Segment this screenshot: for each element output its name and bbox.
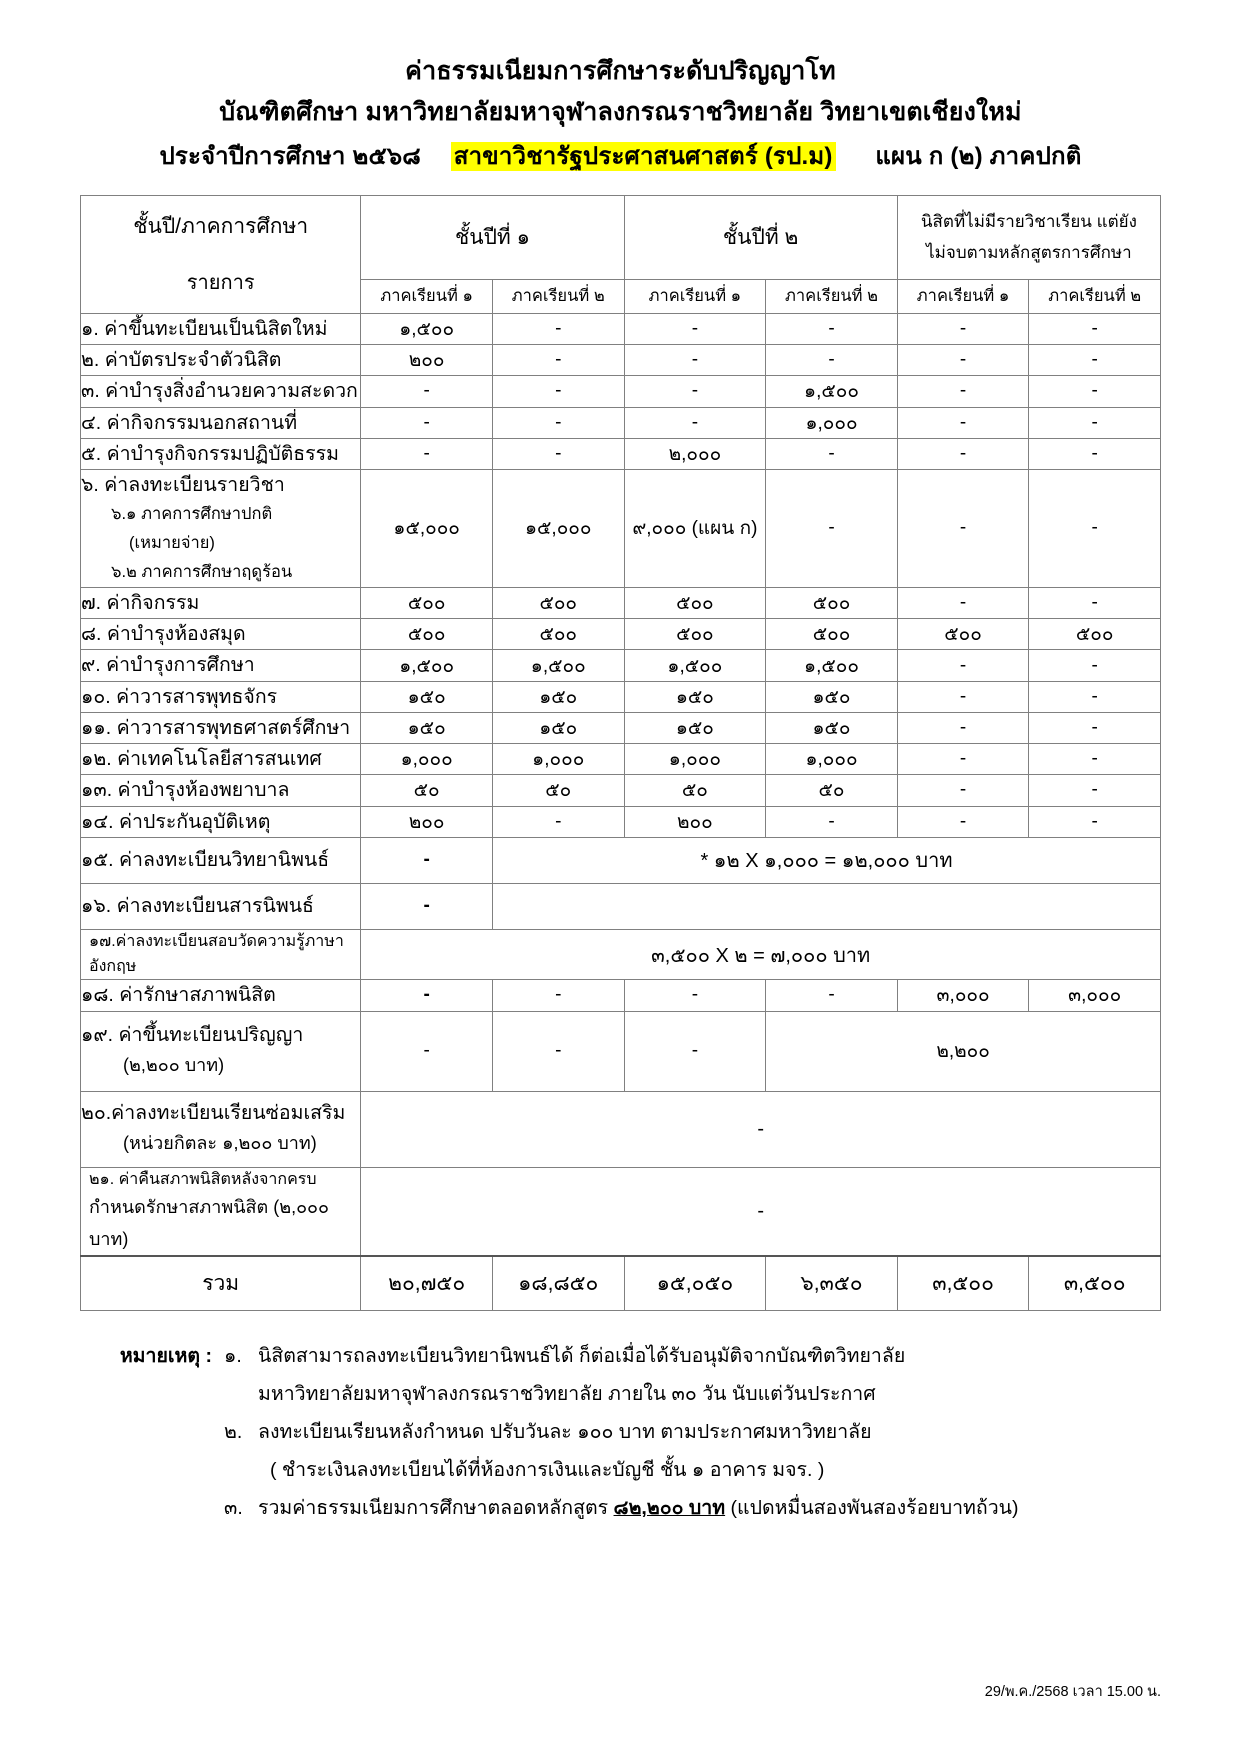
total-value: ๑๘,๘๕๐ bbox=[492, 1256, 624, 1311]
fee-value: - bbox=[361, 980, 493, 1011]
fee-item-label: ๘. ค่าบำรุงห้องสมุด bbox=[81, 619, 361, 650]
fee-item-label: ๑๑. ค่าวารสารพุทธศาสตร์ศึกษา bbox=[81, 712, 361, 743]
header-semester-6: ภาคเรียนที่ ๒ bbox=[1029, 279, 1161, 313]
document-title-block bbox=[80, 52, 1161, 179]
header-item-line2: รายการ bbox=[186, 272, 255, 295]
note-item-1 bbox=[80, 1337, 1161, 1375]
fee-value: ๑,๕๐๐ bbox=[766, 650, 898, 681]
program-name-highlight: สาขาวิชารัฐประศาสนศาสตร์ (รป.ม) bbox=[451, 142, 836, 171]
fee-value: ๒๐๐ bbox=[361, 806, 493, 837]
fee-value: - bbox=[492, 407, 624, 438]
fee-value: - bbox=[897, 438, 1029, 469]
fee-value: ๑,๕๐๐ bbox=[361, 650, 493, 681]
total-value: ๖,๓๕๐ bbox=[766, 1256, 898, 1311]
fee-value: ๓,๐๐๐ bbox=[897, 980, 1029, 1011]
fee-value: - bbox=[492, 376, 624, 407]
fee-value: - bbox=[492, 1011, 624, 1091]
fee-item-label: ๑๙. ค่าขึ้นทะเบียนปริญญา bbox=[81, 1024, 304, 1047]
table-row bbox=[81, 883, 1161, 929]
total-program-fee: ๘๒,๒๐๐ บาท bbox=[613, 1497, 726, 1520]
fee-value: ๒,๒๐๐ bbox=[766, 1011, 1161, 1091]
fee-item-label-cont: (๒,๒๐๐ บาท) bbox=[123, 1055, 225, 1076]
note-number: ๒. bbox=[224, 1421, 243, 1444]
fee-value: - bbox=[766, 469, 898, 587]
fee-value: - bbox=[766, 438, 898, 469]
note-text bbox=[258, 1489, 1161, 1527]
fee-value: - bbox=[492, 980, 624, 1011]
fee-value: - bbox=[897, 376, 1029, 407]
total-label: รวม bbox=[81, 1256, 361, 1311]
fee-item-sub-1-note: (เหมายจ่าย) bbox=[129, 534, 215, 553]
fee-value: - bbox=[766, 345, 898, 376]
fee-value: ๑๕๐ bbox=[492, 681, 624, 712]
fee-item-label: ๙. ค่าบำรุงการศึกษา bbox=[81, 650, 361, 681]
header-semester-3: ภาคเรียนที่ ๑ bbox=[624, 279, 766, 313]
fee-item-label: ๒๑. ค่าคืนสภาพนิสิตหลังจากครบ bbox=[89, 1170, 317, 1188]
fee-item-label: ๒๐.ค่าลงทะเบียนเรียนซ่อมเสริม bbox=[81, 1102, 346, 1125]
fee-merged-note: - bbox=[361, 1091, 1161, 1167]
fee-item-label: ๑๘. ค่ารักษาสภาพนิสิต bbox=[81, 980, 361, 1011]
fee-value: ๕๐๐ bbox=[361, 619, 493, 650]
fee-value: - bbox=[361, 1011, 493, 1091]
fee-value: - bbox=[897, 587, 1029, 618]
table-row bbox=[81, 980, 1161, 1011]
note-item-2-line2: ( ชำระเงินลงทะเบียนได้ที่ห้องการเงินและบัญชี ชั้น ๑ อาคาร มจร. ) bbox=[270, 1459, 825, 1482]
note-text-prefix: รวมค่าธรรมเนียมการศึกษาตลอดหลักสูตร bbox=[258, 1497, 614, 1520]
fee-value: ๑๕๐ bbox=[624, 681, 766, 712]
fee-value: ๕๐ bbox=[624, 775, 766, 806]
fee-value: - bbox=[766, 806, 898, 837]
fee-value: ๒๐๐ bbox=[361, 345, 493, 376]
program-line bbox=[80, 135, 1161, 179]
fee-merged-note bbox=[492, 883, 1160, 929]
fee-value: ๑,๐๐๐ bbox=[361, 744, 493, 775]
fee-merged-note: - bbox=[361, 1167, 1161, 1256]
table-header bbox=[81, 195, 1161, 313]
table-row bbox=[81, 712, 1161, 743]
fee-item-label: ๑. ค่าขึ้นทะเบียนเป็นนิสิตใหม่ bbox=[81, 313, 361, 344]
table-row bbox=[81, 806, 1161, 837]
table-row bbox=[81, 587, 1161, 618]
fee-value: ๑,๕๐๐ bbox=[624, 650, 766, 681]
fee-item-label: ๑๔. ค่าประกันอุบัติเหตุ bbox=[81, 806, 361, 837]
fee-value: ๑,๐๐๐ bbox=[766, 407, 898, 438]
fee-value: ๑๕๐ bbox=[492, 712, 624, 743]
fee-value: - bbox=[897, 775, 1029, 806]
total-value: ๑๕,๐๕๐ bbox=[624, 1256, 766, 1311]
fee-value: - bbox=[1029, 376, 1161, 407]
note-item-1-line2: มหาวิทยาลัยมหาจุฬาลงกรณราชวิทยาลัย ภายใน ๓๐ วัน นับแต่วันประกาศ bbox=[258, 1383, 876, 1406]
notes-label: หมายเหตุ : bbox=[119, 1345, 212, 1368]
fee-value: ๑,๐๐๐ bbox=[624, 744, 766, 775]
fee-value: ๑๕๐ bbox=[624, 712, 766, 743]
fee-value: - bbox=[361, 883, 493, 929]
table-row bbox=[81, 744, 1161, 775]
fee-merged-note: ๓,๕๐๐ X ๒ = ๗,๐๐๐ บาท bbox=[361, 929, 1161, 980]
table-row bbox=[81, 775, 1161, 806]
fee-item-label: ๓. ค่าบำรุงสิ่งอำนวยความสะดวก bbox=[81, 376, 361, 407]
fee-value: - bbox=[1029, 438, 1161, 469]
table-total-row bbox=[81, 1256, 1161, 1311]
fee-value: ๕๐ bbox=[361, 775, 493, 806]
fee-value: - bbox=[624, 980, 766, 1011]
fee-item-label: ๑๓. ค่าบำรุงห้องพยาบาล bbox=[81, 775, 361, 806]
header-row-main bbox=[81, 195, 1161, 279]
table-body bbox=[81, 313, 1161, 1310]
header-item-line1: ชั้นปี/ภาคการศึกษา bbox=[133, 214, 309, 238]
page-title: ค่าธรรมเนียมการศึกษาระดับปริญญาโท bbox=[405, 57, 836, 85]
table-row bbox=[81, 407, 1161, 438]
fee-item-label: ๑๐. ค่าวารสารพุทธจักร bbox=[81, 681, 361, 712]
document-timestamp: 29/พ.ค./2568 เวลา 15.00 น. bbox=[984, 1684, 1161, 1700]
fee-value: - bbox=[492, 345, 624, 376]
fee-value: ๑๕,๐๐๐ bbox=[361, 469, 493, 587]
academic-year-text: ประจำปีการศึกษา ๒๕๖๘ bbox=[159, 142, 421, 170]
fee-value: - bbox=[361, 407, 493, 438]
fee-item-sub-2: ๖.๒ ภาคการศึกษาฤดูร้อน bbox=[111, 563, 293, 582]
fee-item-label-group bbox=[81, 1091, 361, 1167]
note-text: ลงทะเบียนเรียนหลังกำหนด ปรับวันละ ๑๐๐ บาท ตามประกาศมหาวิทยาลัย bbox=[258, 1421, 872, 1444]
fee-value: ๕๐๐ bbox=[897, 619, 1029, 650]
fee-value: - bbox=[492, 313, 624, 344]
fee-value: ๑๕,๐๐๐ bbox=[492, 469, 624, 587]
fee-item-label: ๗. ค่ากิจกรรม bbox=[81, 587, 361, 618]
fee-value: - bbox=[624, 345, 766, 376]
fee-value: ๑๕๐ bbox=[361, 681, 493, 712]
table-row bbox=[81, 650, 1161, 681]
fee-value: ๓,๐๐๐ bbox=[1029, 980, 1161, 1011]
fee-value: - bbox=[492, 438, 624, 469]
fee-value: - bbox=[624, 313, 766, 344]
fee-value: ๕๐๐ bbox=[766, 587, 898, 618]
fee-value: ๒๐๐ bbox=[624, 806, 766, 837]
total-value: ๓,๕๐๐ bbox=[897, 1256, 1029, 1311]
fee-value: - bbox=[624, 407, 766, 438]
header-semester-2: ภาคเรียนที่ ๒ bbox=[492, 279, 624, 313]
fee-value: ๙,๐๐๐ (แผน ก) bbox=[624, 469, 766, 587]
fee-value: ๕๐๐ bbox=[492, 587, 624, 618]
fee-value: - bbox=[1029, 650, 1161, 681]
table-row bbox=[81, 1167, 1161, 1256]
fee-value: - bbox=[361, 837, 493, 883]
total-value: ๓,๕๐๐ bbox=[1029, 1256, 1161, 1311]
fee-value: - bbox=[897, 313, 1029, 344]
fee-item-label-group bbox=[81, 1011, 361, 1091]
fee-value: - bbox=[624, 1011, 766, 1091]
fee-table bbox=[80, 195, 1161, 1311]
fee-value: - bbox=[1029, 313, 1161, 344]
table-row bbox=[81, 681, 1161, 712]
note-text: นิสิตสามารถลงทะเบียนวิทยานิพนธ์ได้ ก็ต่อเมื่อได้รับอนุมัติจากบัณฑิตวิทยาลัย bbox=[258, 1345, 906, 1368]
fee-item-label-cont: (หน่วยกิตละ ๑,๒๐๐ บาท) bbox=[123, 1133, 317, 1154]
fee-value: - bbox=[1029, 407, 1161, 438]
fee-value: ๕๐ bbox=[492, 775, 624, 806]
fee-value: - bbox=[492, 806, 624, 837]
fee-value: - bbox=[766, 980, 898, 1011]
fee-item-label: ๑๒. ค่าเทคโนโลยีสารสนเทศ bbox=[81, 744, 361, 775]
fee-value: ๑,๕๐๐ bbox=[361, 313, 493, 344]
fee-value: - bbox=[624, 376, 766, 407]
header-incomplete-line1: นิสิตที่ไม่มีรายวิชาเรียน แต่ยัง bbox=[920, 211, 1137, 231]
header-semester-4: ภาคเรียนที่ ๒ bbox=[766, 279, 898, 313]
fee-item-label-cont: กำหนดรักษาสภาพนิสิต (๒,๐๐๐ บาท) bbox=[89, 1197, 330, 1249]
fee-value: - bbox=[897, 681, 1029, 712]
fee-value: ๑๕๐ bbox=[361, 712, 493, 743]
table-row bbox=[81, 1091, 1161, 1167]
header-item-column bbox=[81, 195, 361, 313]
fee-value: - bbox=[1029, 712, 1161, 743]
fee-value: ๑,๕๐๐ bbox=[766, 376, 898, 407]
fee-item-label: ๔. ค่ากิจกรรมนอกสถานที่ bbox=[81, 407, 361, 438]
fee-value: ๑,๐๐๐ bbox=[492, 744, 624, 775]
fee-value: ๑๕๐ bbox=[766, 681, 898, 712]
total-value: ๒๐,๗๕๐ bbox=[361, 1256, 493, 1311]
table-row bbox=[81, 837, 1161, 883]
fee-value: - bbox=[1029, 744, 1161, 775]
table-row bbox=[81, 438, 1161, 469]
fee-value: - bbox=[897, 469, 1029, 587]
fee-value: ๕๐๐ bbox=[492, 619, 624, 650]
note-item-2 bbox=[80, 1413, 1161, 1451]
fee-value: ๕๐ bbox=[766, 775, 898, 806]
fee-value: - bbox=[897, 806, 1029, 837]
fee-value: ๑๕๐ bbox=[766, 712, 898, 743]
fee-item-sub-1: ๖.๑ ภาคการศึกษาปกติ bbox=[111, 505, 273, 524]
institution-line: บัณฑิตศึกษา มหาวิทยาลัยมหาจุฬาลงกรณราชวิทยาลัย วิทยาเขตเชียงใหม่ bbox=[219, 97, 1022, 126]
fee-value: ๑,๕๐๐ bbox=[492, 650, 624, 681]
fee-item-label: ๑๖. ค่าลงทะเบียนสารนิพนธ์ bbox=[81, 883, 361, 929]
header-incomplete-line2: ไม่จบตามหลักสูตรการศึกษา bbox=[926, 243, 1132, 263]
fee-value: ๑,๐๐๐ bbox=[766, 744, 898, 775]
table-row bbox=[81, 619, 1161, 650]
table-row bbox=[81, 376, 1161, 407]
fee-value: - bbox=[897, 650, 1029, 681]
fee-value: ๕๐๐ bbox=[1029, 619, 1161, 650]
fee-value: - bbox=[1029, 806, 1161, 837]
note-number: ๓. bbox=[224, 1497, 243, 1520]
fee-value: ๕๐๐ bbox=[766, 619, 898, 650]
fee-value: - bbox=[897, 407, 1029, 438]
fee-value: ๕๐๐ bbox=[624, 587, 766, 618]
fee-item-label-group bbox=[81, 469, 361, 587]
fee-value: - bbox=[897, 744, 1029, 775]
note-text-suffix: (แปดหมื่นสองพันสองร้อยบาทถ้วน) bbox=[725, 1497, 1019, 1520]
note-item-3 bbox=[80, 1489, 1161, 1527]
header-semester-5: ภาคเรียนที่ ๑ bbox=[897, 279, 1029, 313]
fee-value: - bbox=[361, 438, 493, 469]
fee-item-label-group bbox=[81, 1167, 361, 1256]
table-row bbox=[81, 1011, 1161, 1091]
fee-item-label: ๕. ค่าบำรุงกิจกรรมปฏิบัติธรรม bbox=[81, 438, 361, 469]
table-row bbox=[81, 313, 1161, 344]
fee-item-label: ๒. ค่าบัตรประจำตัวนิสิต bbox=[81, 345, 361, 376]
fee-value: - bbox=[1029, 345, 1161, 376]
fee-merged-note: * ๑๒ X ๑,๐๐๐ = ๑๒,๐๐๐ บาท bbox=[492, 837, 1160, 883]
fee-item-label: ๖. ค่าลงทะเบียนรายวิชา bbox=[81, 474, 285, 497]
fee-value: - bbox=[1029, 587, 1161, 618]
fee-value: ๒,๐๐๐ bbox=[624, 438, 766, 469]
fee-value: - bbox=[361, 376, 493, 407]
table-row bbox=[81, 469, 1161, 587]
fee-value: ๕๐๐ bbox=[361, 587, 493, 618]
header-year-1: ชั้นปีที่ ๑ bbox=[361, 195, 624, 279]
header-incomplete bbox=[897, 195, 1160, 279]
fee-value: ๕๐๐ bbox=[624, 619, 766, 650]
fee-value: - bbox=[1029, 775, 1161, 806]
table-row bbox=[81, 345, 1161, 376]
fee-item-label: ๑๕. ค่าลงทะเบียนวิทยานิพนธ์ bbox=[81, 837, 361, 883]
fee-value: - bbox=[766, 313, 898, 344]
fee-value: - bbox=[897, 712, 1029, 743]
note-number: ๑. bbox=[224, 1345, 242, 1368]
fee-value: - bbox=[1029, 469, 1161, 587]
fee-value: - bbox=[897, 345, 1029, 376]
header-year-2: ชั้นปีที่ ๒ bbox=[624, 195, 897, 279]
header-semester-1: ภาคเรียนที่ ๑ bbox=[361, 279, 493, 313]
notes-section bbox=[80, 1337, 1161, 1527]
plan-text: แผน ก (๒) ภาคปกติ bbox=[875, 142, 1082, 170]
fee-item-label: ๑๗.ค่าลงทะเบียนสอบวัดความรู้ภาษาอังกฤษ bbox=[81, 929, 361, 980]
fee-value: - bbox=[1029, 681, 1161, 712]
table-row bbox=[81, 929, 1161, 980]
